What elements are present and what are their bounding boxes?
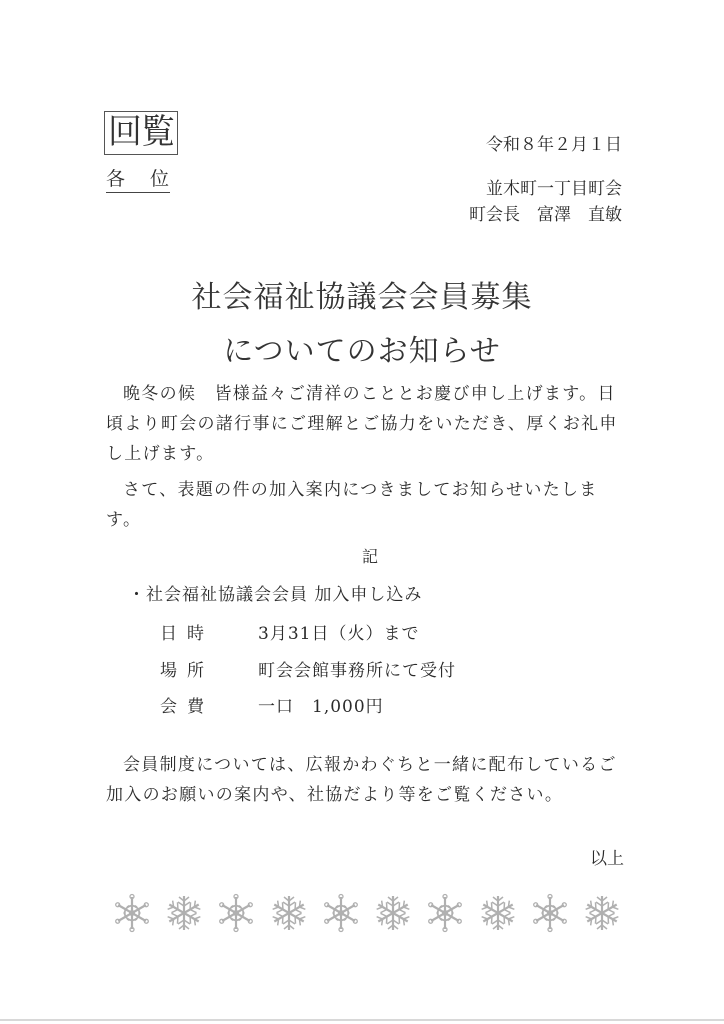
detail-value: 3月31日（火）まで [258, 624, 420, 644]
detail-label: 会費 [160, 697, 214, 717]
item-title: ・社会福祉協議会会員 加入申し込み [128, 585, 423, 605]
detail-label: 場所 [160, 661, 214, 681]
snowflake-icon [216, 893, 256, 933]
snowflake-icon [321, 893, 361, 933]
snowflake-icon [582, 893, 622, 933]
detail-value: 町会会館事務所にて受付 [258, 661, 456, 681]
snowflake-icon [373, 893, 413, 933]
snowflake-icon [164, 893, 204, 933]
document-title-line-2: についてのお知らせ [223, 334, 501, 369]
recipient-char-1: 各 [106, 168, 127, 190]
detail-row-place [160, 656, 456, 681]
detail-label: 日時 [160, 624, 214, 644]
recipient-char-2: 位 [149, 168, 170, 190]
detail-value: 一口 1,000円 [258, 697, 384, 717]
issue-date: 令和８年２月１日 [486, 135, 622, 155]
snowflake-icon [478, 893, 518, 933]
greeting-paragraph: 晩冬の候 皆様益々ご清祥のこととお慶び申し上げます。日頃より町会の諸行事にご理解とご協力をいただき、厚くお礼申し上げます。 [106, 384, 618, 464]
intro-paragraph: さて、表題の件の加入案内につきましてお知らせいたします。 [106, 480, 598, 530]
page-bottom-edge [0, 1019, 724, 1021]
circulation-stamp: 回覧 [104, 111, 178, 155]
snowflake-icon [530, 893, 570, 933]
document-title-line-1: 社会福祉協議会会員募集 [191, 280, 533, 315]
snowflake-border [112, 893, 622, 943]
closing-mark: 以上 [590, 849, 624, 869]
ki-heading: 記 [362, 547, 379, 566]
snowflake-icon [112, 893, 152, 933]
detail-row-date [160, 619, 419, 644]
snowflake-icon [269, 893, 309, 933]
organization-name: 並木町一丁目町会 [486, 179, 622, 199]
signatory: 町会長 富澤 直敏 [469, 205, 622, 225]
membership-note-paragraph: 会員制度については、広報かわぐちと一緒に配布しているご加入のお願いの案内や、社協だより等をご覧ください。 [106, 755, 617, 805]
recipient-label [106, 167, 170, 193]
detail-row-fee [160, 692, 384, 717]
snowflake-icon [425, 893, 465, 933]
